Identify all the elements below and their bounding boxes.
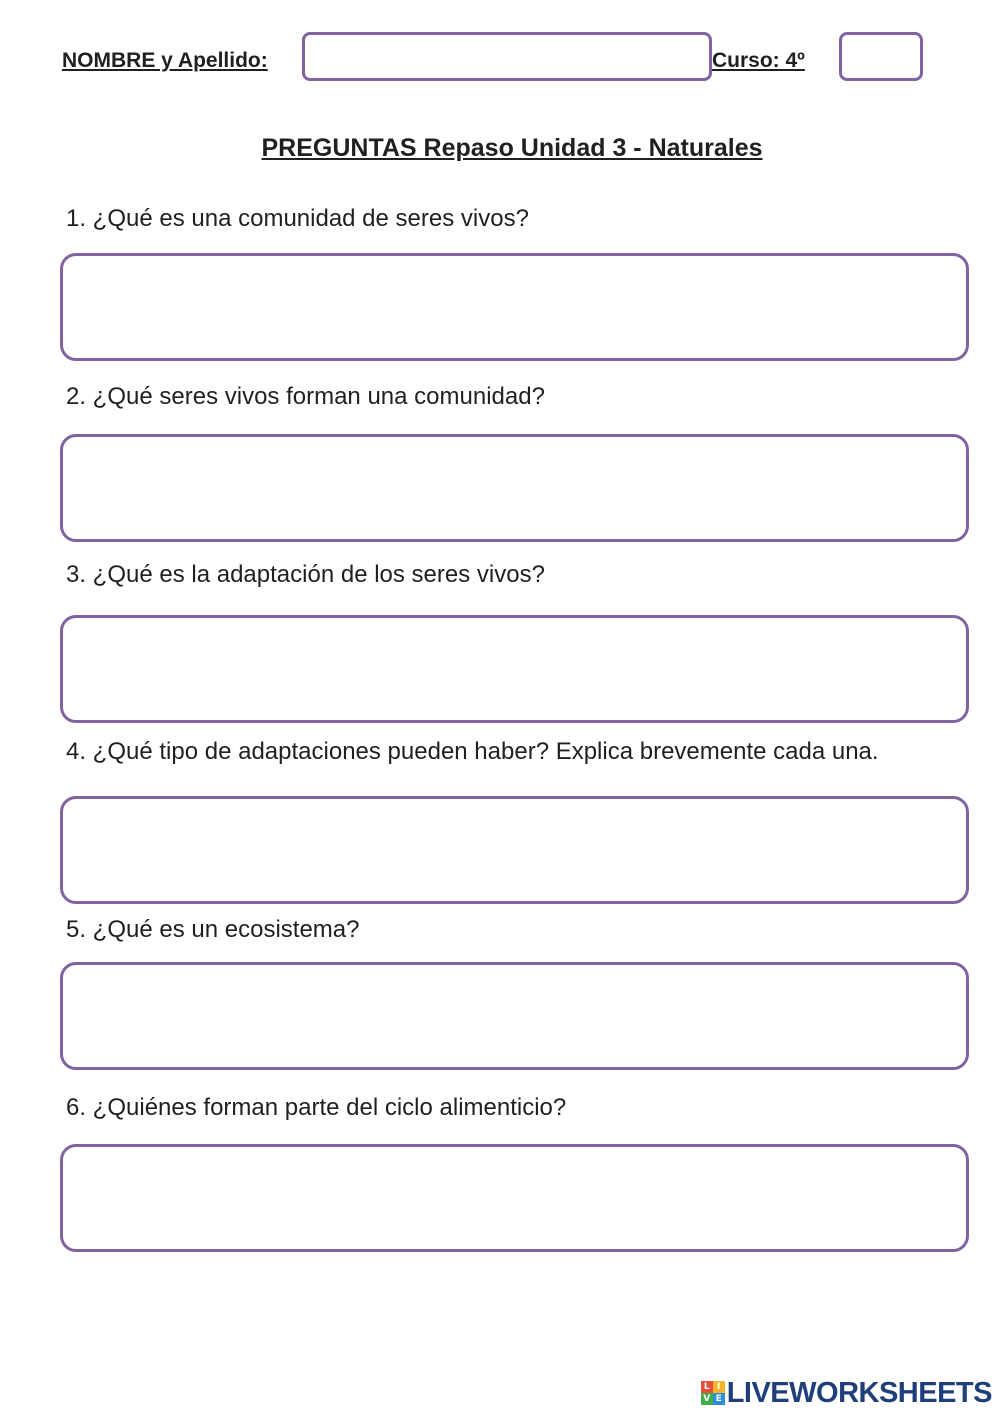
answer-box-3[interactable] (60, 615, 969, 723)
liveworksheets-logo-icon (701, 1381, 725, 1405)
liveworksheets-brand (701, 1376, 992, 1410)
course-label: Curso: 4º (712, 49, 805, 72)
course-input[interactable] (839, 32, 923, 81)
brand-text: LIVEWORKSHEETS (726, 1376, 992, 1409)
question-3: 3. ¿Qué es la adaptación de los seres vivos? (66, 561, 545, 588)
question-5: 5. ¿Qué es un ecosistema? (66, 916, 360, 943)
logo-letter-v: V (701, 1393, 713, 1405)
logo-letter-i: I (713, 1381, 725, 1393)
logo-letter-e: E (713, 1393, 725, 1405)
question-1: 1. ¿Qué es una comunidad de seres vivos? (66, 205, 529, 232)
question-2: 2. ¿Qué seres vivos forman una comunidad? (66, 383, 545, 410)
answer-box-4[interactable] (60, 796, 969, 904)
name-label: NOMBRE y Apellido: (62, 49, 268, 72)
page-title: PREGUNTAS Repaso Unidad 3 - Naturales (261, 134, 763, 162)
name-input[interactable] (302, 32, 712, 81)
answer-box-6[interactable] (60, 1144, 969, 1252)
answer-box-1[interactable] (60, 253, 969, 361)
answer-box-5[interactable] (60, 962, 969, 1070)
question-6: 6. ¿Quiénes forman parte del ciclo alimenticio? (66, 1094, 567, 1121)
question-4: 4. ¿Qué tipo de adaptaciones pueden haber? Explica brevemente cada una. (66, 738, 879, 765)
header-row (62, 32, 924, 82)
answer-box-2[interactable] (60, 434, 969, 542)
logo-letter-l: L (701, 1381, 713, 1393)
